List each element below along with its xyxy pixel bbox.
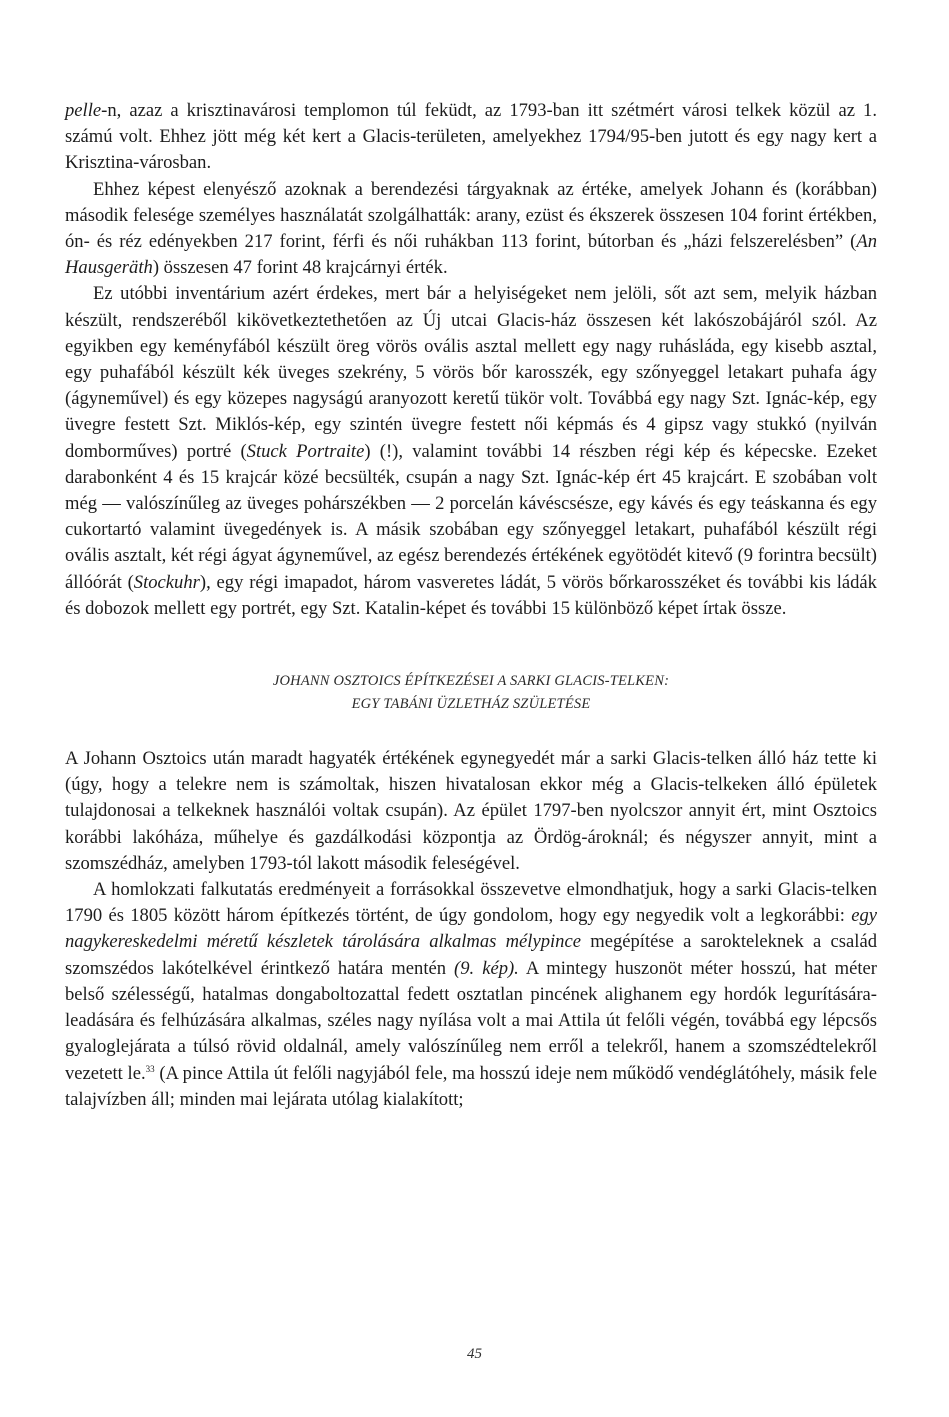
paragraph-1 [65,98,877,177]
text-run: A mintegy huszonöt méter hosszú, hat méter belső szélességű, hatalmas dongaboltozattal fedett osztatlan pincének alighanem egy hordók legurítására-leadására és felhúzására alkalmas, széles nagy nyílása volt a mai Attila út felőli végén, továbbá egy lépcsős gyaloglejárata a túlsó rövid oldalnál, amely valószínűleg nem erről a telekről, hanem a szomszédtelekről vezetett le. [65,957,877,1084]
italic-text-run: Stuck Portraite [246,440,365,462]
italic-text-run: Stockuhr [133,571,200,593]
text-run: -n, azaz a krisztinavárosi templomon túl feküdt, az 1793-ban itt szétmért városi telkek közül az 1. számú volt. Ehhez jött még két kert a Glacis-területen, amelyekhez 1794/95-ben jutott és egy nagy kert a Krisztina-városban. [65,100,877,174]
paragraph-5 [65,877,877,1113]
text-run: ) összesen 47 forint 48 krajcárnyi érték. [152,257,448,279]
page-body [65,98,877,1113]
text-run: A Johann Osztoics után maradt hagyaték értékének egynegyedét már a sarki Glacis-telken álló ház tette ki (úgy, hogy a telekre nem is számoltak, hiszen hivatalosan ekkor még a Glacis-telkeken álló épületek tulajdonosai a telkeknek használói voltak csupán). Az épület 1797-ben nyolcszor annyit ért, mint Osztoics korábbi lakóháza, műhelye és gazdálkodási központja az Ördög-ároknál; és négyszer annyit, mint a szomszédház, amelyben 1793-tól lakott második feleségével. [65,748,877,874]
text-run: Ez utóbbi inventárium azért érdekes, mert bár a helyiségeket nem jelöli, sőt azt sem, melyik házban készült, rendszeréből kikövetkeztethetően az Új utcai Glacis-ház összesen két lakószobájáról szól. Az egyikben egy keményfából készült öreg vörös ovális asztal mellett egy nagy ruhásláda, egy kisebb asztal, egy puhafából készült kék üveges szekrény, 5 vörös bőr karosszék, egy szőnyeggel letakart puhafa ágy (ágyneművel) és egy közepes nagyságú aranyozott keretű tükör volt. Továbbá egy nagy Szt. Ignác-kép, egy üvegre festett Szt. Miklós-kép, egy szintén üvegre festett női képmás és 4 gipsz vagy stukkó (nyilván domborműves) portré ( [65,283,877,462]
page-number: 45 [467,1346,482,1362]
text-run: ), egy régi imapadot, három vasveretes ládát, 5 vörös bőrkarosszéket és további kis ládák és dobozok mellett egy portrét, egy Szt. Katalin-képet és további 15 különböző képet írtak össze. [65,571,877,619]
italic-text-run: pelle [65,100,102,121]
italic-text-run: egy nagykereskedelmi méretű készletek tárolására alkalmas mélypince [65,905,877,953]
text-run: megépítése a sarokteleknek a család szomszédos lakótelkével érintkező határa mentén [65,931,877,979]
text-run: ) (!), valamint további 14 részben régi kép és képecske. Ezeket darabonként 4 és 15 krajcár közé becsülték, csupán a nagy Szt. Ignác-kép ért 45 krajcárt. E szobában volt még — valószínűleg az üveges pohárszékben — 2 porcelán kávéscsésze, egy kávés és egy teáskanna és egy cukortartó valamint üvegedények is. A másik szobában egy szőnyeggel letakart, puhafából készült régi ovális asztalt, két régi ágyat ágyneművel, az egész berendezés értékének egyötödét kitevő (9 forintra becsült) állóórát ( [65,440,877,593]
footnote-reference: 33 [145,1063,155,1074]
section-heading [65,670,877,716]
italic-text-run: (9. kép). [454,957,519,979]
section-heading-line-1: JOHANN OSZTOICS ÉPÍTKEZÉSEI A SARKI GLACIS-TELKEN: [272,673,670,690]
italic-text-run: An Hausgeräth [65,231,877,279]
section-heading-line-2: EGY TABÁNI ÜZLETHÁZ SZÜLETÉSE [351,696,591,713]
text-run: Ehhez képest elenyésző azoknak a berendezési tárgyaknak az értéke, amelyek Johann és (korábban) második felesége személyes használatát szolgálhatták: arany, ezüst és ékszerek összesen 104 forint értékben, ón- és réz edényekben 217 forint, férfi és női ruhákban 113 forint, bútorban és „házi felszerelésben” ( [65,178,877,253]
paragraph-3 [65,281,877,622]
paragraph-2 [65,177,877,282]
paragraph-4 [65,746,877,877]
text-run: A homlokzati falkutatás eredményeit a forrásokkal összevetve elmondhatjuk, hogy a sarki Glacis-telken 1790 és 1805 között három építkezés történt, de úgy gondolom, hogy egy negyedik volt a legkorábbi: [65,879,877,927]
text-run: (A pince Attila út felőli nagyjából fele, ma hosszú ideje nem működő vendéglátóhely, másik fele talajvízben áll; minden mai lejárata utólag kialakított; [65,1062,877,1110]
